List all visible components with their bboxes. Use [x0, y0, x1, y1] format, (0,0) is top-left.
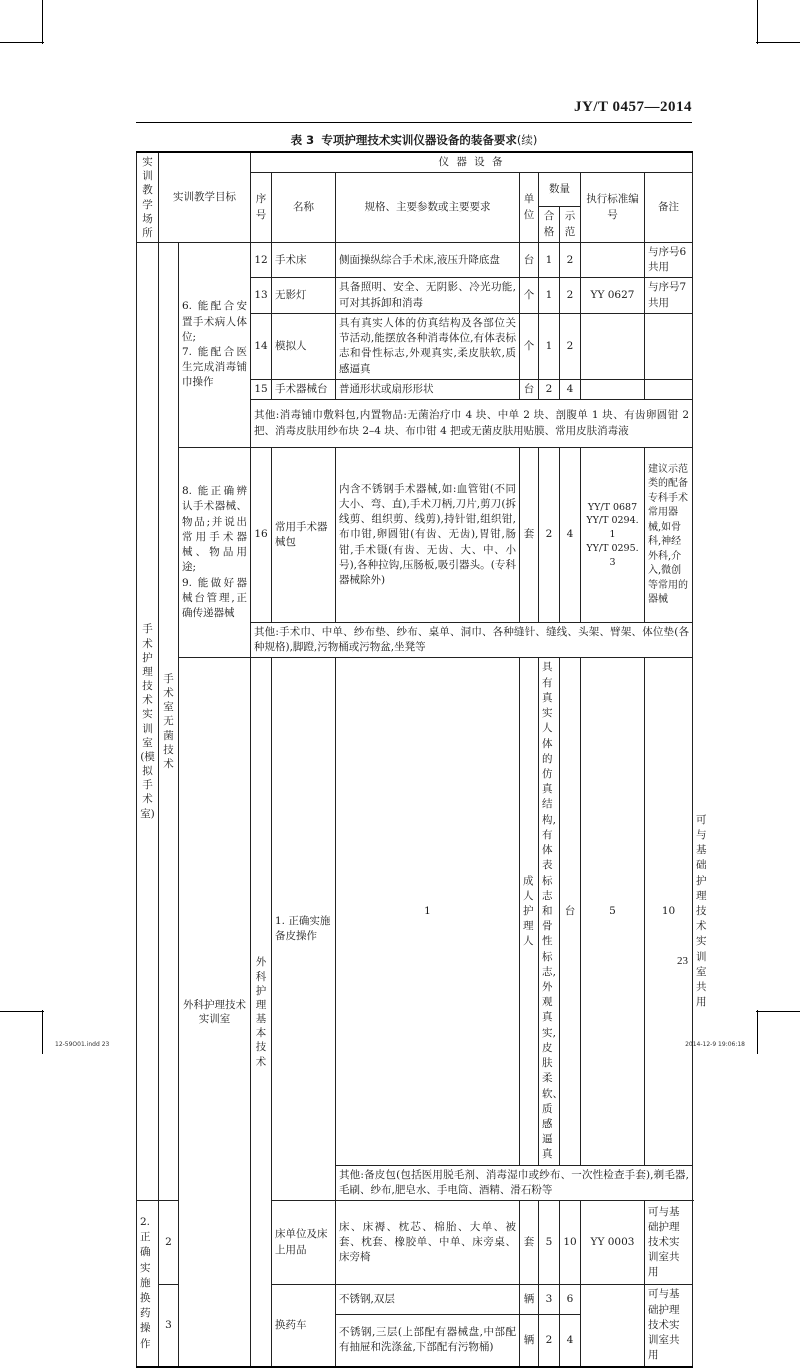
row-spec: 不锈钢,三层(上部配有器械盘,中部配有抽屉和洗涤盆,下部配有污物桶) — [336, 1315, 520, 1367]
row-unit: 台 — [560, 658, 581, 1165]
crop-mark — [756, 42, 800, 43]
table-caption — [136, 132, 692, 148]
row-spec: 具有真实人体的仿真结构,有体表标志和骨性标志,外观真实,皮肤柔软、质感逼真 — [539, 658, 560, 1165]
header-name: 名称 — [272, 173, 336, 243]
section2-category: 外科护理基本技术 — [251, 658, 272, 1367]
row-qualified: 1 — [539, 243, 560, 278]
row-name: 无影灯 — [272, 278, 336, 313]
row-unit: 辆 — [520, 1285, 539, 1315]
row-unit: 个 — [520, 278, 539, 313]
section1-goal-a: 6. 能配合安置手术病人体位; 7. 能配合医生完成消毒铺巾操作 — [179, 243, 251, 448]
row-qualified: 1 — [539, 278, 560, 313]
header-note: 备注 — [645, 173, 693, 243]
row-seq: 3 — [159, 1285, 179, 1367]
row-standard — [581, 1285, 645, 1367]
row-spec: 具有真实人体的仿真结构及各部位关节活动,能摆放各种消毒体位,有体表标志和骨性标志,外观真实,柔皮肤软,质感逼真 — [336, 313, 520, 379]
crop-mark — [42, 0, 43, 44]
page-number: 23 — [677, 955, 688, 967]
row-note: 与序号7共用 — [645, 278, 693, 313]
row-demo: 2 — [560, 243, 581, 278]
row-note: 与序号6共用 — [645, 243, 693, 278]
section1-other-a: 其他:消毒铺巾敷料包,内置物品:无菌治疗巾 4 块、中单 2 块、剖腹单 1 块、有齿卵圆钳 2 把、消毒皮肤用纱布块 2–4 块、布巾钳 4 把或无菌皮肤用贴膜、常用皮肤消毒液 — [251, 400, 693, 448]
row-spec: 不锈钢,双层 — [336, 1285, 520, 1315]
row-name: 手术器械台 — [272, 379, 336, 399]
section1-place: 手术护理技术实训室(模拟手术室) — [137, 243, 159, 1201]
row-demo: 6 — [560, 1285, 581, 1315]
caption-text: 专项护理技术实训仪器设备的装备要求 — [321, 133, 517, 147]
row-seq: 12 — [251, 243, 272, 278]
row-seq: 16 — [251, 448, 272, 623]
row-qualified: 5 — [539, 1201, 560, 1285]
row-demo: 4 — [560, 1315, 581, 1367]
section1-category: 手术室无菌技术 — [159, 243, 179, 1201]
section1-goal-b: 8. 能正确辨认手术器械、物品;并说出常用手术器械、物品用途; 9. 能做好器械台管理,正确传递器械 — [179, 448, 251, 658]
row-demo: 2 — [560, 278, 581, 313]
row-standard — [581, 379, 645, 399]
row-unit: 个 — [520, 313, 539, 379]
row-note — [645, 313, 693, 379]
header-goal: 实训教学目标 — [159, 152, 251, 243]
row-standard: YY/T 0687 YY/T 0294.1 YY/T 0295.3 — [581, 448, 645, 623]
header-unit: 单位 — [520, 173, 539, 243]
header-spec: 规格、主要参数或主要要求 — [336, 173, 520, 243]
row-qualified: 2 — [539, 448, 560, 623]
row-qualified: 5 — [581, 658, 645, 1165]
crop-mark — [756, 1011, 800, 1012]
row-note: 可与基础护理技术实训室共用 — [645, 1201, 693, 1285]
row-seq: 14 — [251, 313, 272, 379]
crop-mark — [757, 0, 758, 44]
row-unit: 套 — [520, 1201, 539, 1285]
row-note: 建议示范类的配备专科手术常用器械,如骨科,神经外科,介入,微创等常用的器械 — [645, 448, 693, 623]
header-demo: 示范 — [560, 207, 581, 243]
caption-label: 表 3 — [290, 133, 315, 147]
row-demo: 10 — [645, 658, 693, 1165]
crop-mark — [42, 1010, 43, 1054]
section2-goal-b: 2. 正确实施换药操作 — [137, 1201, 159, 1367]
row-spec: 侧面操纵综合手术床,液压升降底盘 — [336, 243, 520, 278]
row-spec: 床、床褥、枕芯、棉胎、大单、被套、枕套、橡胶单、中单、床旁桌、床旁椅 — [336, 1201, 520, 1285]
row-qualified: 3 — [539, 1285, 560, 1315]
footer-file: 12-59O01.indd 23 — [55, 1041, 110, 1048]
crop-mark — [757, 1010, 758, 1054]
row-seq: 2 — [159, 1201, 179, 1285]
section2-goal-a: 1. 正确实施备皮操作 — [272, 658, 336, 1201]
row-spec: 内含不锈钢手术器械,如:血管钳(不同大小、弯、直),手术刀柄,刀片,剪刀(拆线剪、组织剪、线剪),持针钳,组织钳,布巾钳,卵圆钳(有齿、无齿),胃钳,肠钳,手术镊(有齿、无齿、大、中、小号),各种拉钩,压肠板,吸引器头。(专科器械除外) — [336, 448, 520, 623]
header-rule — [136, 122, 692, 123]
standard-code: JY/T 0457—2014 — [574, 99, 692, 115]
row-name: 常用手术器械包 — [272, 448, 336, 623]
section2-place: 外科护理技术实训室 — [179, 658, 251, 1367]
row-qualified: 2 — [539, 1315, 560, 1367]
row-demo: 10 — [560, 1201, 581, 1285]
header-quantity: 数量 — [539, 173, 581, 207]
row-seq: 15 — [251, 379, 272, 399]
header-qualified: 合格 — [539, 207, 560, 243]
row-qualified: 2 — [539, 379, 560, 399]
crop-mark — [0, 1011, 44, 1012]
row-standard: YY 0003 — [581, 1201, 645, 1285]
crop-mark — [0, 42, 44, 43]
row-standard: YY 0627 — [581, 278, 645, 313]
caption-suffix: (续) — [516, 133, 538, 147]
row-note: 可与基础护理技术实训室共用 — [645, 1285, 693, 1367]
header-seq: 序号 — [251, 173, 272, 243]
row-name: 模拟人 — [272, 313, 336, 379]
row-name: 换药车 — [272, 1285, 336, 1367]
header-equipment: 仪 器 设 备 — [251, 152, 693, 173]
row-spec: 普通形状或扇形形状 — [336, 379, 520, 399]
section1-other-b: 其他:手术巾、中单、纱布垫、纱布、桌单、洞巾、各种缝针、缝线、头架、臂架、体位垫(各种规格),脚蹬,污物桶或污物盆,坐凳等 — [251, 623, 693, 658]
header-place: 实训教学场所 — [137, 152, 159, 243]
row-unit: 套 — [520, 448, 539, 623]
footer-timestamp: 2014-12-9 19:06:18 — [685, 1041, 745, 1048]
row-unit: 台 — [520, 379, 539, 399]
row-seq: 13 — [251, 278, 272, 313]
section2-other-a: 其他:备皮包(包括医用脱毛剂、消毒湿巾或纱布、一次性检查手套),剃毛器,毛刷、纱布,肥皂水、手电筒、酒精、滑石粉等 — [336, 1165, 693, 1200]
row-name: 成人护理人 — [520, 658, 539, 1165]
row-demo: 2 — [560, 313, 581, 379]
row-unit: 台 — [520, 243, 539, 278]
row-name: 床单位及床上用品 — [272, 1201, 336, 1285]
row-standard — [581, 313, 645, 379]
row-qualified: 1 — [539, 313, 560, 379]
equipment-table: 实训教学场所 实训教学目标 仪 器 设 备 序号 名称 规格、主要参数或主要要求 单位 数量 执行标准编号 备注 合格 示范 手术护理技术实训室(模拟手术室) 手术室无菌技术 6. 能配合安置手术病人体位; 7. 能配合医生完成消毒铺巾操作 12 手术床 侧面操纵综合手术床,液压升降底盘 台 1 2 与序号6共用 13 无影灯 具备照明、安全、无阴影、冷光功能,可对其拆卸和消毒 个 1 2 YY 0627 与序号7共用 14 模拟人 具有真实人体的仿真结构及各部位关节活动,能摆放各种消毒体位,有体表标志和骨性标志,外观真实,柔皮肤软,质感逼真 个 1 2 15 手术器械台 普通形状或扇形形状 台 2 4 其他:消毒铺巾敷料包,内置物品:无菌治疗巾 4 块、中单 2 块、剖腹单 1 块、有齿卵圆钳 2 把、消毒皮肤用纱布块 2–4 块、布巾钳 4 把或无菌皮肤用贴膜、常用皮肤消毒液 8. 能正确辨认手术器械、物品;并说出常用手术器械、物品用途; 9. 能做好器械台管理,正确传递器械 16 常用手术器械包 内含不锈钢手术器械,如:血管钳(不同大小、弯、直),手术刀柄,刀片,剪刀(拆线剪、组织剪、线剪),持针钳,组织钳,布巾钳,卵圆钳(有齿、无齿),胃钳,肠钳,手术镊(有齿、无齿、大、中、小号),各种拉钩,压肠板,吸引器头。(专科器械除外) 套 2 4 YY/T 0687 YY/T 0294.1 YY/T 0295.3 建议示范类的配备专科手术常用器械,如骨科,神经外科,介入,微创等常用的器械 其他:手术巾、中单、纱布垫、纱布、桌单、洞巾、各种缝针、缝线、头架、臂架、体位垫(各种规格),脚蹬,污物桶或污物盆,坐凳等 外科护理技术实训室 外科护理基本技术 1. 正确实施备皮操作 1 成人护理人 具有真实人体的仿真结构,有体表标志和骨性标志,外观真实,皮肤柔软、质感逼真 台 5 10 可与基础护理技术实训室共用 其他:备皮包(包括医用脱毛剂、消毒湿巾或纱布、一次性检查手套),剃毛器,毛刷、纱布,肥皂水、手电筒、酒精、滑石粉等 2. 正确实施换药操作 2 床单位及床上用品 床、床褥、枕芯、棉胎、大单、被套、枕套、橡胶单、中单、床旁桌、床旁椅 套 5 10 YY 0003 可与基础护理技术实训室共用 3 换药车 不锈钢,双层 辆 3 6 可与基础护理技术实训室共用 不锈钢,三层(上部配有器械盘,中部配有抽屉和洗涤盆,下部配有污物桶) 辆 2 4 — [136, 151, 693, 1368]
header-standard: 执行标准编号 — [581, 173, 645, 243]
row-seq: 1 — [336, 658, 520, 1165]
row-note — [645, 379, 693, 399]
row-demo: 4 — [560, 448, 581, 623]
row-demo: 4 — [560, 379, 581, 399]
row-spec: 具备照明、安全、无阴影、冷光功能,可对其拆卸和消毒 — [336, 278, 520, 313]
row-name: 手术床 — [272, 243, 336, 278]
row-standard — [581, 243, 645, 278]
row-unit: 辆 — [520, 1315, 539, 1367]
